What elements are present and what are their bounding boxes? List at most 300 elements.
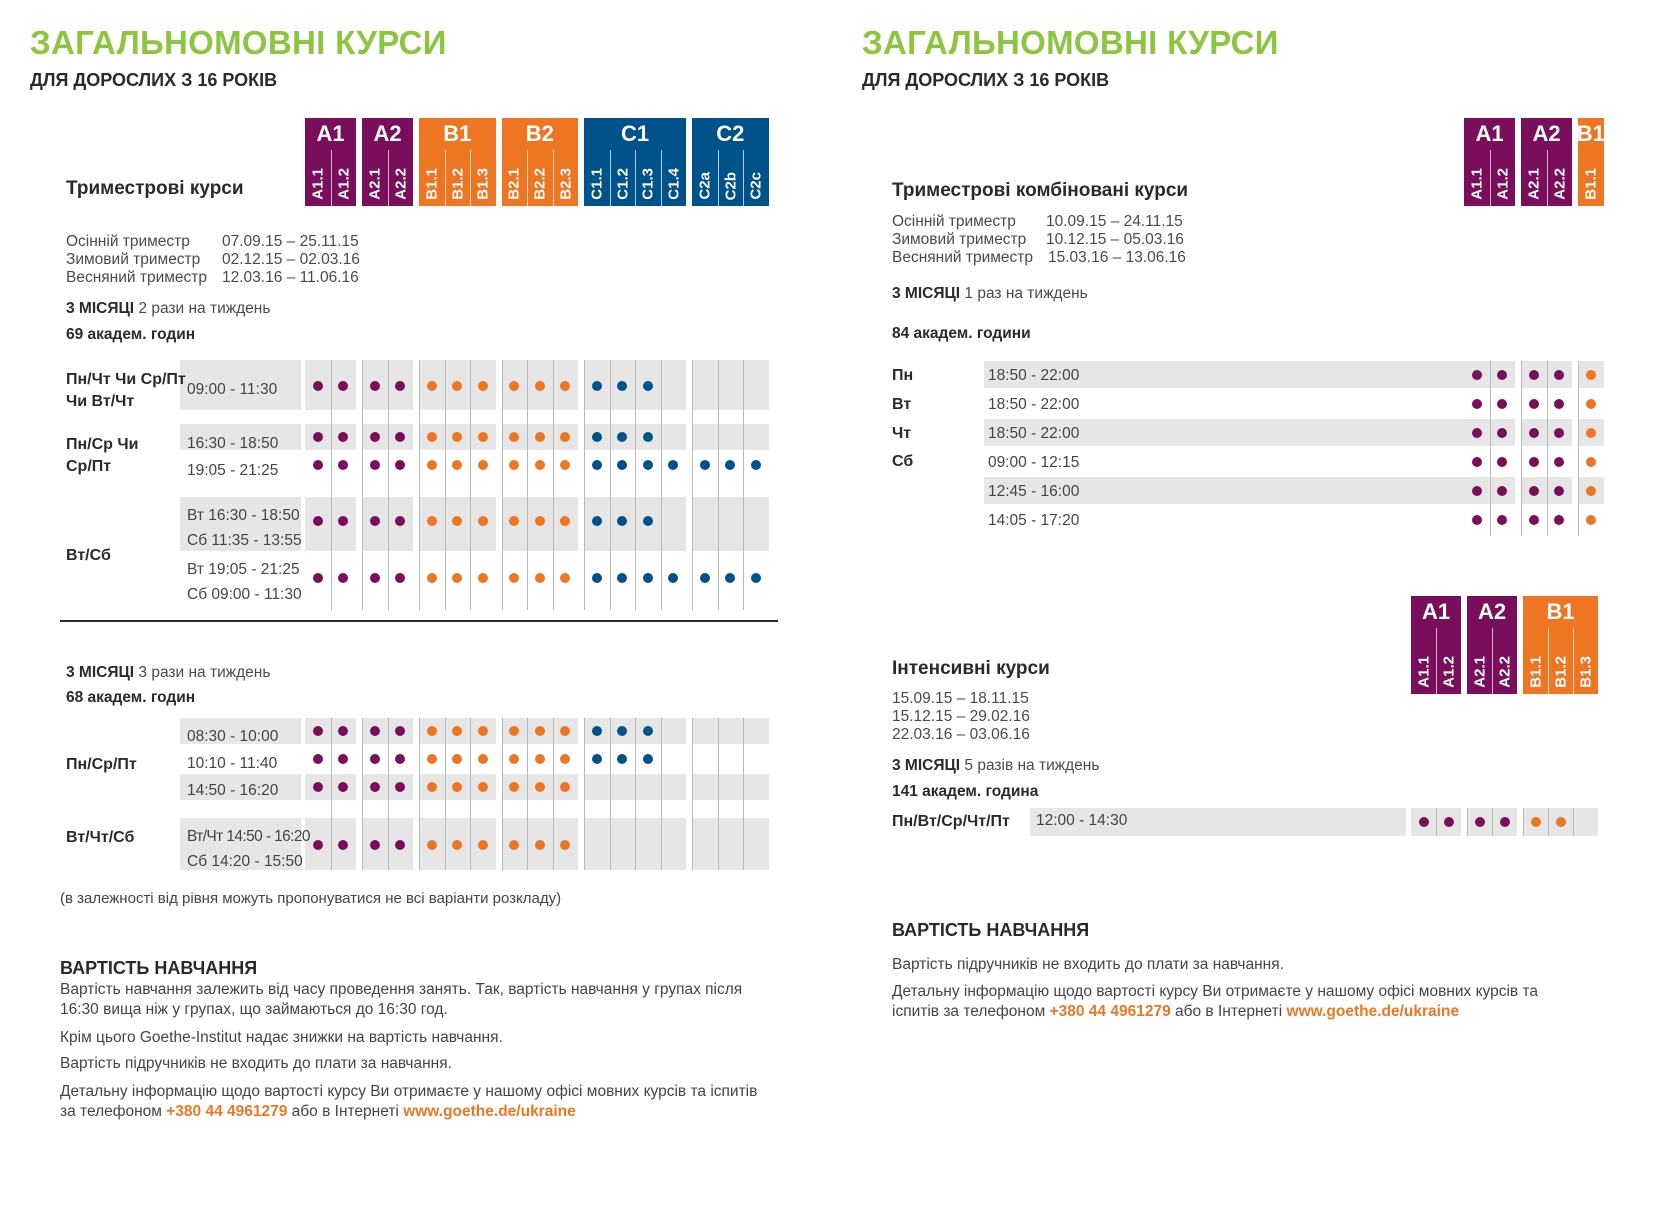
right-cost-p1: Вартість підручників не входить до плати за навчання. xyxy=(892,956,1284,973)
right-hours: 84 академ. години xyxy=(892,325,1031,342)
right1-sublevel-label: B1.1 xyxy=(1582,168,1600,200)
right-day-3: Чт xyxy=(892,425,912,442)
left-grid1-schedule-dot xyxy=(427,460,437,470)
left-phone-link[interactable]: +380 44 4961279 xyxy=(166,1103,288,1120)
left-sublevel-c2c xyxy=(743,150,769,206)
right-grid1-schedule-dot xyxy=(1497,515,1507,525)
right1-sublevel-a1-1 xyxy=(1464,150,1490,206)
left-sublevel-label: A1.2 xyxy=(335,168,353,200)
left-grid2-schedule-dot xyxy=(427,726,437,736)
right1-sublevel-a2-2 xyxy=(1547,150,1573,206)
left-grid1-col-divider xyxy=(527,360,528,610)
left-grid1-schedule-dot xyxy=(535,460,545,470)
left-grid1-schedule-dot xyxy=(560,573,570,583)
left-grid2-schedule-dot xyxy=(313,840,323,850)
right-phone-link[interactable]: +380 44 4961279 xyxy=(1049,1003,1171,1020)
right-grid1-schedule-dot xyxy=(1586,457,1596,467)
right1-sublevel-label: A1.1 xyxy=(1468,168,1486,200)
right-cost-p2-text: Детальну інформацію щодо вартості курсу Ви отримаєте у нашому офісі мовних курсів та іспитів за телефоном xyxy=(892,983,1539,1020)
left-grid2-schedule-dot xyxy=(338,754,348,764)
right-day-2: Вт xyxy=(892,396,912,413)
right-grid1-schedule-dot xyxy=(1472,486,1482,496)
left-grid1-schedule-dot xyxy=(535,432,545,442)
left-grid1-schedule-dot xyxy=(478,516,488,526)
left-grid1-col-divider xyxy=(743,360,744,610)
left-schedule-note: (в залежності від рівня можуть пропонуватися не всі варіанти розкладу) xyxy=(60,890,562,907)
left-grid1-schedule-dot xyxy=(313,516,323,526)
left-sublevel-b2-3 xyxy=(553,150,579,206)
right-section2-title: Інтенсивні курси xyxy=(892,658,1050,679)
right-time-6: 14:05 - 17:20 xyxy=(988,512,1080,529)
right-grid1-schedule-dot xyxy=(1554,457,1564,467)
right-grid1-schedule-dot xyxy=(1529,457,1539,467)
right-int-time: 12:00 - 14:30 xyxy=(1036,812,1128,829)
right1-level-a2: A2 xyxy=(1521,118,1572,150)
right1-sublevel-a2-1 xyxy=(1521,150,1547,206)
left-sublevel-label: C1.2 xyxy=(614,168,632,200)
left-grid1-schedule-dot xyxy=(535,381,545,391)
right-int-frequency xyxy=(892,757,1099,775)
left-cost-p4 xyxy=(60,1082,760,1122)
left-grid2-col-divider xyxy=(502,718,503,870)
left-grid1-col-divider xyxy=(331,360,332,610)
left-sublevel-c1-2 xyxy=(610,150,636,206)
left-sublevel-b1-3 xyxy=(470,150,496,206)
left-block2-time-1: 08:30 - 10:00 xyxy=(187,728,279,745)
right-grid2-schedule-dot xyxy=(1419,817,1429,827)
left-grid1-schedule-dot xyxy=(700,573,710,583)
left-sublevel-b2-2 xyxy=(527,150,553,206)
left-grid1-schedule-dot xyxy=(370,432,380,442)
right-url-link[interactable]: www.goethe.de/ukraine xyxy=(1286,1003,1460,1020)
left-block1-months: 3 МІСЯЦІ xyxy=(66,300,135,317)
right-grid2-schedule-dot xyxy=(1556,817,1566,827)
left-sublevel-label: C1.3 xyxy=(639,168,657,200)
right-grid1-schedule-dot xyxy=(1497,399,1507,409)
right-grid2-col-divider xyxy=(1573,808,1574,836)
right-grid2-schedule-dot xyxy=(1475,817,1485,827)
left-grid2-col-divider xyxy=(718,718,719,870)
left-block1-time-4b: Сб 11:35 - 13:55 xyxy=(187,532,302,549)
right-int-dates-2: 15.12.15 – 29.02.16 xyxy=(892,708,1030,725)
left-grid1-schedule-dot xyxy=(338,573,348,583)
left-block2-months: 3 МІСЯЦІ xyxy=(66,664,135,681)
left-block2-time-3: 14:50 - 16:20 xyxy=(187,782,279,799)
left-block1-time-5a: Вт 19:05 - 21:25 xyxy=(187,561,300,578)
left-grid1-schedule-dot xyxy=(478,381,488,391)
left-grid1-col-divider xyxy=(445,360,446,610)
left-grid1-schedule-dot xyxy=(725,573,735,583)
left-grid2-col-divider xyxy=(610,718,611,870)
left-block1-hours: 69 академ. годин xyxy=(66,326,196,343)
left-grid2-col-divider xyxy=(743,718,744,870)
right-grid2-col-divider xyxy=(1492,808,1493,836)
left-sublevel-a1-2 xyxy=(331,150,357,206)
right-grid2-col-divider xyxy=(1436,808,1437,836)
left-term-spring-label: Весняний триместр xyxy=(66,269,207,286)
left-grid2-col-divider xyxy=(635,718,636,870)
left-sublevel-c1-3 xyxy=(635,150,661,206)
right-int-day: Пн/Вт/Ср/Чт/Пт xyxy=(892,813,1010,830)
right1-sublevel-b1-1 xyxy=(1578,150,1604,206)
left-block2-frequency xyxy=(66,664,270,682)
right-section1-title: Триместрові комбіновані курси xyxy=(892,180,1189,201)
right-time-4: 09:00 - 12:15 xyxy=(988,454,1080,471)
left-grid2-schedule-dot xyxy=(313,726,323,736)
left-grid1-schedule-dot xyxy=(751,573,761,583)
right-int-hours: 141 академ. година xyxy=(892,783,1039,800)
right-grid1-schedule-dot xyxy=(1586,428,1596,438)
right1-level-a1: A1 xyxy=(1464,118,1515,150)
left-sublevel-label: C1.4 xyxy=(665,168,683,200)
left-grid2-schedule-dot xyxy=(592,726,602,736)
left-grid2-schedule-dot xyxy=(452,754,462,764)
right1-sublevel-a1-2 xyxy=(1490,150,1516,206)
left-block1-time-3: 19:05 - 21:25 xyxy=(187,462,279,479)
left-block2-freq: 3 рази на тиждень xyxy=(134,664,271,681)
left-block1-time-1: 09:00 - 11:30 xyxy=(187,381,278,398)
right-cost-p2 xyxy=(892,982,1582,1022)
right-int-freq: 5 разів на тиждень xyxy=(960,757,1100,774)
left-grid2-grey-cell xyxy=(692,718,769,744)
right-grid1-col-divider xyxy=(1490,361,1491,536)
left-grid2-col-divider xyxy=(419,718,420,870)
left-grid2-schedule-dot xyxy=(535,754,545,764)
right2-sublevel-b1-1 xyxy=(1523,628,1548,694)
left-grid1-schedule-dot xyxy=(643,381,653,391)
left-block2-hours: 68 академ. годин xyxy=(66,689,196,706)
left-level-a1: A1 xyxy=(305,118,356,150)
left-grid2-schedule-dot xyxy=(370,754,380,764)
right-day-4: Сб xyxy=(892,453,914,470)
right-term-autumn-dates: 10.09.15 – 24.11.15 xyxy=(1046,213,1183,230)
left-sublevel-label: C1.1 xyxy=(588,168,606,200)
right-grid2-col-divider xyxy=(1467,808,1468,836)
left-grid1-schedule-dot xyxy=(395,573,405,583)
left-grid1-schedule-dot xyxy=(478,460,488,470)
right-grid1-schedule-dot xyxy=(1529,370,1539,380)
left-grid1-col-divider xyxy=(610,360,611,610)
left-grid2-schedule-dot xyxy=(478,754,488,764)
left-sublevel-c2b xyxy=(718,150,744,206)
right-grid1-schedule-dot xyxy=(1472,370,1482,380)
right-months: 3 МІСЯЦІ xyxy=(892,285,961,302)
right-grid1-col-divider xyxy=(1521,361,1522,536)
left-block2-day-1: Пн/Ср/Пт xyxy=(66,756,137,773)
right-page-title: ЗАГАЛЬНОМОВНІ КУРСИ xyxy=(862,24,1279,61)
right-int-months: 3 МІСЯЦІ xyxy=(892,757,961,774)
left-grid2-schedule-dot xyxy=(370,726,380,736)
left-grid1-schedule-dot xyxy=(478,573,488,583)
left-level-b2: B2 xyxy=(502,118,579,150)
right-grid2-schedule-dot xyxy=(1444,817,1454,827)
left-cost-p1: Вартість навчання залежить від часу проведення занять. Так, вартість навчання у групах після 16:30 вища ніж у групах, що займаються до 16:30 год. xyxy=(60,981,743,1018)
left-grid1-col-divider xyxy=(584,360,585,610)
right1-sublevel-label: A2.1 xyxy=(1525,168,1543,200)
right-day-1: Пн xyxy=(892,367,914,384)
left-cost-p2: Крім цього Goethe-Institut надає знижки на вартість навчання. xyxy=(60,1029,503,1046)
left-grid1-col-divider xyxy=(470,360,471,610)
left-grid1-schedule-dot xyxy=(478,432,488,442)
right-term-spring-dates: 15.03.16 – 13.06.16 xyxy=(1048,249,1186,266)
left-grid2-grey-cell xyxy=(692,774,769,800)
left-grid1-schedule-dot xyxy=(535,516,545,526)
left-sublevel-a2-2 xyxy=(388,150,414,206)
left-level-a2: A2 xyxy=(362,118,413,150)
left-grid2-col-divider xyxy=(692,718,693,870)
left-sublevel-a2-1 xyxy=(362,150,388,206)
right-grid1-schedule-dot xyxy=(1586,486,1596,496)
left-grid1-grey-cell xyxy=(692,360,769,410)
left-grid1-col-divider xyxy=(502,360,503,610)
left-grid1-col-divider xyxy=(388,360,389,610)
right-grid2-col-divider xyxy=(1548,808,1549,836)
right-page-subtitle: ДЛЯ ДОРОСЛИХ З 16 РОКІВ xyxy=(862,70,1110,90)
left-grid1-schedule-dot xyxy=(668,460,678,470)
right-grid1-col-divider xyxy=(1578,361,1579,536)
right2-level-a2: A2 xyxy=(1467,596,1517,628)
left-grid1-schedule-dot xyxy=(700,460,710,470)
left-grid1-schedule-dot xyxy=(643,573,653,583)
left-grid1-schedule-dot xyxy=(313,432,323,442)
left-sublevel-label: C2b xyxy=(722,171,740,200)
left-grid2-schedule-dot xyxy=(535,782,545,792)
left-grid1-schedule-dot xyxy=(617,460,627,470)
left-grid1-schedule-dot xyxy=(592,573,602,583)
left-block1-time-4a: Вт 16:30 - 18:50 xyxy=(187,507,300,524)
left-grid1-schedule-dot xyxy=(617,573,627,583)
right-grid2-schedule-dot xyxy=(1500,817,1510,827)
left-grid2-schedule-dot xyxy=(370,782,380,792)
right2-level-b1: B1 xyxy=(1523,596,1598,628)
left-grid1-col-divider xyxy=(661,360,662,610)
left-sublevel-label: B2.2 xyxy=(531,168,549,200)
right-grid1-schedule-dot xyxy=(1529,399,1539,409)
left-grid1-schedule-dot xyxy=(592,432,602,442)
right-grid1-schedule-dot xyxy=(1472,428,1482,438)
left-grid2-schedule-dot xyxy=(427,840,437,850)
right-grid1-schedule-dot xyxy=(1472,457,1482,467)
left-grid1-grey-cell xyxy=(692,497,769,551)
left-level-c2: C2 xyxy=(692,118,769,150)
left-sublevel-label: B2.1 xyxy=(505,168,523,200)
left-grid1-schedule-dot xyxy=(668,573,678,583)
right-time-2: 18:50 - 22:00 xyxy=(988,396,1080,413)
left-grid1-schedule-dot xyxy=(725,460,735,470)
right-grid1-schedule-dot xyxy=(1586,370,1596,380)
left-grid1-schedule-dot xyxy=(313,381,323,391)
left-grid2-col-divider xyxy=(661,718,662,870)
left-sublevel-a1-1 xyxy=(305,150,331,206)
left-grid2-col-divider xyxy=(362,718,363,870)
left-grid2-col-divider xyxy=(470,718,471,870)
right2-sublevel-label: B1.2 xyxy=(1552,656,1570,688)
right1-sublevel-label: A1.2 xyxy=(1494,168,1512,200)
right-term-winter-dates: 10.12.15 – 05.03.16 xyxy=(1046,231,1184,248)
right2-sublevel-label: B1.1 xyxy=(1527,656,1544,688)
left-cost-p4-text: Детальну інформацію щодо вартості курсу Ви отримаєте у нашому офісі мовних курсів та іспитів за телефоном xyxy=(60,1083,758,1120)
left-block2-time-4a: Вт/Чт 14:50 - 16:20 xyxy=(187,828,310,845)
right2-sublevel-label: B1.3 xyxy=(1577,656,1595,688)
left-sublevel-label: A1.1 xyxy=(309,168,327,200)
left-grid2-schedule-dot xyxy=(535,840,545,850)
left-page-subtitle: ДЛЯ ДОРОСЛИХ З 16 РОКІВ xyxy=(30,70,278,90)
left-grid2-schedule-dot xyxy=(509,754,519,764)
left-grid1-schedule-dot xyxy=(751,460,761,470)
left-grid1-schedule-dot xyxy=(509,573,519,583)
left-block1-time-2: 16:30 - 18:50 xyxy=(187,435,279,452)
left-sublevel-b1-1 xyxy=(419,150,445,206)
left-grid1-schedule-dot xyxy=(370,381,380,391)
left-block2-time-4b: Сб 14:20 - 15:50 xyxy=(187,853,303,870)
right-term-winter-label: Зимовий триместр xyxy=(892,231,1027,248)
left-grid1-schedule-dot xyxy=(338,460,348,470)
right-grid1-schedule-dot xyxy=(1529,428,1539,438)
left-grid1-schedule-dot xyxy=(427,432,437,442)
left-level-b1: B1 xyxy=(419,118,496,150)
right2-sublevel-a2-2 xyxy=(1492,628,1517,694)
right-grid1-col-divider xyxy=(1547,361,1548,536)
left-sublevel-c1-4 xyxy=(661,150,687,206)
left-grid2-col-divider xyxy=(553,718,554,870)
left-grid1-col-divider xyxy=(553,360,554,610)
right-time-3: 18:50 - 22:00 xyxy=(988,425,1080,442)
left-grid1-col-divider xyxy=(692,360,693,610)
left-sublevel-label: B1.2 xyxy=(449,168,467,200)
left-grid2-schedule-dot xyxy=(535,726,545,736)
left-grid2-schedule-dot xyxy=(478,726,488,736)
left-page-title: ЗАГАЛЬНОМОВНІ КУРСИ xyxy=(30,24,447,61)
right-grid1-schedule-dot xyxy=(1529,486,1539,496)
right2-sublevel-b1-3 xyxy=(1573,628,1598,694)
left-grid2-schedule-dot xyxy=(617,754,627,764)
left-sublevel-c2a xyxy=(692,150,718,206)
left-term-winter-label: Зимовий триместр xyxy=(66,251,201,268)
left-grid1-schedule-dot xyxy=(313,460,323,470)
left-grid1-schedule-dot xyxy=(313,573,323,583)
right-grid1-schedule-dot xyxy=(1497,457,1507,467)
left-grid1-schedule-dot xyxy=(643,432,653,442)
left-grid1-schedule-dot xyxy=(643,460,653,470)
right2-sublevel-label: A2.2 xyxy=(1496,656,1514,688)
left-grid1-schedule-dot xyxy=(370,573,380,583)
left-grid1-col-divider xyxy=(419,360,420,610)
left-sublevel-label: A2.1 xyxy=(366,168,384,200)
left-sublevel-b2-1 xyxy=(502,150,528,206)
left-grid2-schedule-dot xyxy=(643,726,653,736)
left-term-spring-dates: 12.03.16 – 11.06.16 xyxy=(222,269,359,286)
right2-sublevel-a1-1 xyxy=(1411,628,1436,694)
left-block2-time-2: 10:10 - 11:40 xyxy=(187,755,278,772)
left-block1-day-3: Вт/Сб xyxy=(66,547,111,564)
left-cost-title: ВАРТІСТЬ НАВЧАННЯ xyxy=(60,958,258,978)
right-cost-title: ВАРТІСТЬ НАВЧАННЯ xyxy=(892,920,1090,940)
right-frequency xyxy=(892,285,1088,303)
left-grid2-schedule-dot xyxy=(478,782,488,792)
left-term-autumn-dates: 07.09.15 – 25.11.15 xyxy=(222,233,359,250)
left-grid1-schedule-dot xyxy=(395,460,405,470)
right-grid1-schedule-dot xyxy=(1472,515,1482,525)
right-grid1-schedule-dot xyxy=(1586,399,1596,409)
left-section-title: Триместрові курси xyxy=(66,178,244,199)
left-grid2-schedule-dot xyxy=(478,840,488,850)
left-grid2-schedule-dot xyxy=(395,754,405,764)
left-grid1-grey-cell xyxy=(692,424,769,450)
left-term-autumn-label: Осінній триместр xyxy=(66,233,190,250)
left-level-c1: C1 xyxy=(584,118,686,150)
left-term-winter-dates: 02.12.15 – 02.03.16 xyxy=(222,251,360,268)
right2-sublevel-a1-2 xyxy=(1436,628,1461,694)
left-grid1-col-divider xyxy=(718,360,719,610)
right-grid2-col-divider xyxy=(1523,808,1524,836)
right1-sublevel-label: A2.2 xyxy=(1551,168,1569,200)
right-grid1-schedule-dot xyxy=(1529,515,1539,525)
left-grid2-schedule-dot xyxy=(643,754,653,764)
right-term-spring-label: Весняний триместр xyxy=(892,249,1033,266)
right1-level-b1: B1 xyxy=(1578,118,1604,150)
left-grid2-col-divider xyxy=(331,718,332,870)
left-grid1-col-divider xyxy=(635,360,636,610)
right2-sublevel-b1-2 xyxy=(1548,628,1573,694)
left-block1-freq: 2 рази на тиждень xyxy=(134,300,271,317)
left-grid1-schedule-dot xyxy=(452,573,462,583)
right-grid1-schedule-dot xyxy=(1472,399,1482,409)
left-grid1-schedule-dot xyxy=(427,381,437,391)
left-grid1-schedule-dot xyxy=(592,460,602,470)
left-grid1-schedule-dot xyxy=(560,460,570,470)
left-grid2-schedule-dot xyxy=(313,782,323,792)
left-grid2-schedule-dot xyxy=(427,782,437,792)
right-grid2-schedule-dot xyxy=(1531,817,1541,827)
right-grid1-schedule-dot xyxy=(1554,515,1564,525)
left-grid2-schedule-dot xyxy=(370,840,380,850)
right2-sublevel-label: A1.2 xyxy=(1440,656,1458,688)
left-grid1-schedule-dot xyxy=(592,381,602,391)
left-sublevel-label: A2.2 xyxy=(392,168,410,200)
right-grid1-schedule-dot xyxy=(1554,399,1564,409)
right-int-dates-3: 22.03.16 – 03.06.16 xyxy=(892,726,1030,743)
left-block1-frequency xyxy=(66,300,270,318)
left-url-link[interactable]: www.goethe.de/ukraine xyxy=(403,1103,576,1120)
left-sublevel-label: B2.3 xyxy=(557,168,575,200)
right-freq: 1 раз на тиждень xyxy=(960,285,1088,302)
left-grid1-schedule-dot xyxy=(535,573,545,583)
left-grid2-schedule-dot xyxy=(560,754,570,764)
left-grid1-schedule-dot xyxy=(370,516,380,526)
right2-sublevel-label: A1.1 xyxy=(1415,656,1432,688)
left-grid2-schedule-dot xyxy=(313,754,323,764)
right-grid1-schedule-dot xyxy=(1586,515,1596,525)
left-grid2-col-divider xyxy=(445,718,446,870)
left-grid2-grey-cell xyxy=(692,818,769,870)
left-section-divider xyxy=(60,620,778,622)
right-cost-p2-mid: або в Інтернеті xyxy=(1170,1003,1287,1020)
left-grid1-col-divider xyxy=(362,360,363,610)
left-sublevel-label: B1.3 xyxy=(474,168,492,200)
left-grid1-schedule-dot xyxy=(643,516,653,526)
right2-level-a1: A1 xyxy=(1411,596,1461,628)
left-grid2-schedule-dot xyxy=(427,754,437,764)
left-block1-day-1: Пн/Чт Чи Ср/Пт Чи Вт/Чт xyxy=(66,371,186,410)
left-grid1-schedule-dot xyxy=(509,460,519,470)
right-time-1: 18:50 - 22:00 xyxy=(988,367,1080,384)
right2-sublevel-label: A2.1 xyxy=(1471,656,1488,688)
right-term-autumn-label: Осінній триместр xyxy=(892,213,1016,230)
right-int-dates-1: 15.09.15 – 18.11.15 xyxy=(892,690,1029,707)
left-grid2-schedule-dot xyxy=(592,754,602,764)
left-sublevel-c1-1 xyxy=(584,150,610,206)
left-grid1-schedule-dot xyxy=(452,460,462,470)
